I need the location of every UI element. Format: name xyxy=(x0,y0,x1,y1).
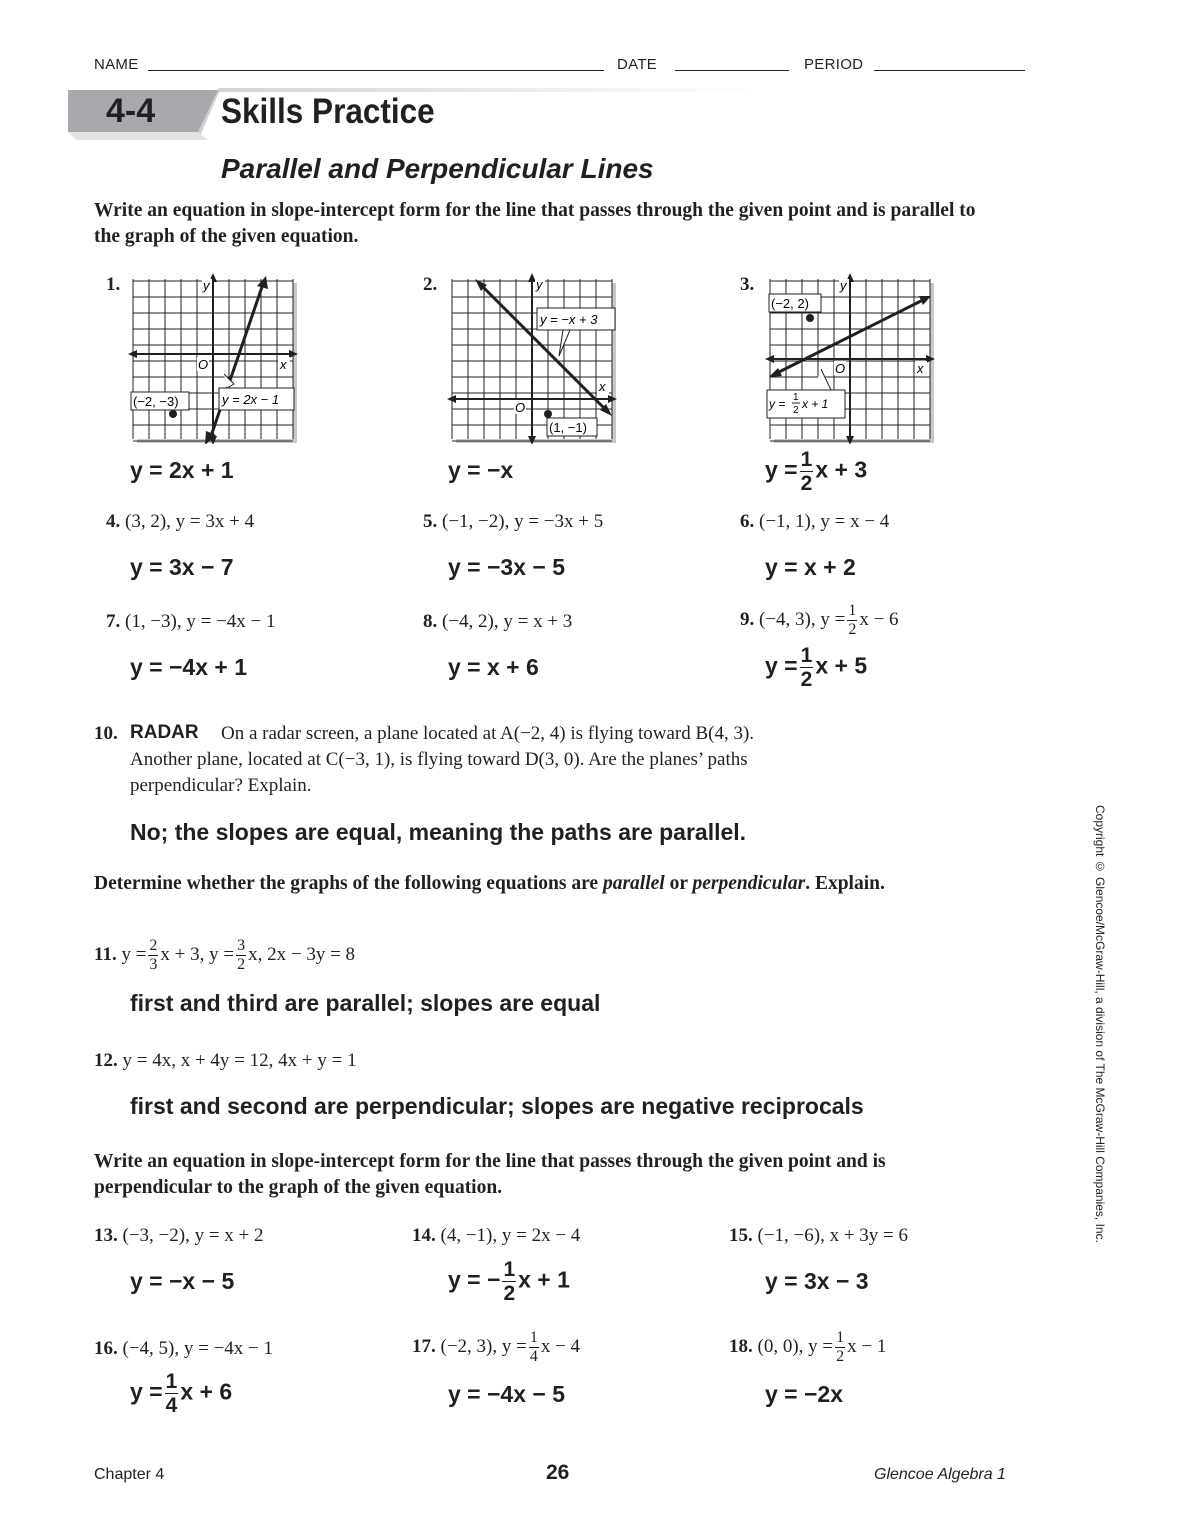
problem-11-f1-num: 2 xyxy=(149,937,158,954)
problem-9-question-post: x − 6 xyxy=(859,608,899,630)
problem-9-question-num: 1 xyxy=(848,602,857,619)
graph-3 xyxy=(761,272,941,444)
problem-18-answer: y = −2x xyxy=(765,1381,844,1407)
graph-3-line-label-den: 2 xyxy=(793,405,799,416)
problem-11 xyxy=(94,938,355,973)
section2-word-perpendicular: perpendicular xyxy=(692,873,806,894)
problem-4-question: (3, 2), y = 3x + 4 xyxy=(125,511,255,532)
graph-2 xyxy=(443,272,623,444)
problem-15-number: 15. xyxy=(729,1225,753,1246)
problem-17 xyxy=(412,1330,580,1365)
graph-3-line-label-num: 1 xyxy=(793,392,799,403)
problem-15-question: (−1, −6), x + 3y = 6 xyxy=(757,1225,909,1246)
problem-17-answer: y = −4x − 5 xyxy=(448,1381,566,1407)
name-field-line[interactable] xyxy=(148,70,604,71)
problem-12-question: y = 4x, x + 4y = 12, 4x + y = 1 xyxy=(122,1050,357,1071)
problem-12 xyxy=(94,1050,357,1072)
problem-5-number: 5. xyxy=(423,511,438,532)
page-subtitle: Parallel and Perpendicular Lines xyxy=(221,153,654,184)
copyright-notice: Copyright © Glencoe/McGraw-Hill, a division of The McGraw-Hill Companies, Inc. xyxy=(1093,805,1107,1243)
problem-17-number: 17. xyxy=(412,1335,436,1357)
graph-2-x-label: x xyxy=(599,379,606,394)
graph-1 xyxy=(124,272,304,444)
answer-16-den: 4 xyxy=(165,1394,178,1417)
problem-11-p2: x + 3, y = xyxy=(160,943,235,965)
footer-chapter: Chapter 4 xyxy=(94,1466,165,1483)
problem-6-number: 6. xyxy=(740,511,755,532)
name-label: NAME xyxy=(94,56,139,73)
problem-9-number: 9. xyxy=(740,608,755,630)
problem-10-line1: On a radar screen, a plane located at A(−2, 4) is flying toward B(4, 3). xyxy=(221,723,755,744)
problem-11-answer: first and third are parallel; slopes are equal xyxy=(130,990,601,1016)
problem-9-question-pre: (−4, 3), y = xyxy=(759,608,846,630)
problem-2-answer: y = −x xyxy=(448,457,514,483)
problem-2-number: 2. xyxy=(423,274,438,295)
section3-instructions: Write an equation in slope-intercept form for the line that passes through the given point and is perpendicular to the graph of the given equation. xyxy=(94,1151,886,1198)
problem-1-answer: y = 2x + 1 xyxy=(130,457,234,483)
problem-3-answer xyxy=(765,449,867,494)
graph-1-point-label: (−2, −3) xyxy=(133,394,179,409)
problem-18-question-pre: (0, 0), y = xyxy=(757,1335,834,1357)
problem-18-number: 18. xyxy=(729,1335,753,1357)
page-number: 26 xyxy=(546,1461,570,1484)
problem-4-number: 4. xyxy=(106,511,121,532)
problem-8 xyxy=(423,611,572,633)
problem-13-number: 13. xyxy=(94,1225,118,1246)
graph-1-origin-label: O xyxy=(198,357,209,372)
problem-9-answer xyxy=(765,645,867,690)
problem-10-number: 10. xyxy=(94,723,118,744)
graph-1-line-label: y = 2x − 1 xyxy=(222,392,280,407)
answer-3-pre: y = xyxy=(765,456,798,483)
section1-instructions: Write an equation in slope-intercept form for the line that passes through the given point and is parallel to the graph of the given equation. xyxy=(94,200,976,247)
problem-7-number: 7. xyxy=(106,611,121,632)
answer-14-den: 2 xyxy=(503,1282,516,1305)
answer-9-num: 1 xyxy=(800,644,813,667)
graph-2-line-label: y = −x + 3 xyxy=(540,312,598,327)
graph-3-y-label: y xyxy=(840,278,847,293)
problem-11-number: 11. xyxy=(94,943,117,965)
problem-16-answer xyxy=(130,1371,232,1416)
problem-4-answer: y = 3x − 7 xyxy=(130,554,234,580)
problem-11-p1: y = xyxy=(121,943,147,965)
problem-18 xyxy=(729,1330,886,1365)
answer-9-den: 2 xyxy=(800,668,813,691)
problem-12-number: 12. xyxy=(94,1050,118,1071)
problem-12-answer: first and second are perpendicular; slopes are negative reciprocals xyxy=(130,1093,864,1119)
problem-8-question: (−4, 2), y = x + 3 xyxy=(442,611,573,632)
section2-instructions-post: . Explain. xyxy=(805,873,885,894)
answer-14-num: 1 xyxy=(503,1258,516,1281)
problem-16 xyxy=(94,1338,273,1360)
graph-3-line-label-pre: y = xyxy=(769,397,786,411)
problem-13-answer: y = −x − 5 xyxy=(130,1268,235,1294)
answer-3-den: 2 xyxy=(800,472,813,495)
period-field-line[interactable] xyxy=(874,70,1025,71)
answer-16-num: 1 xyxy=(165,1370,178,1393)
problem-7-question: (1, −3), y = −4x − 1 xyxy=(125,611,276,632)
graph-3-point xyxy=(806,314,814,322)
problem-5-question: (−1, −2), y = −3x + 5 xyxy=(442,511,604,532)
graph-2-y-label: y xyxy=(536,277,543,292)
problem-11-f2-num: 3 xyxy=(237,937,246,954)
answer-9-pre: y = xyxy=(765,652,798,679)
answer-16-pre: y = xyxy=(130,1378,163,1405)
problem-10-label: RADAR xyxy=(130,722,199,743)
problem-10-answer: No; the slopes are equal, meaning the paths are parallel. xyxy=(130,819,747,845)
problem-17-question-den: 4 xyxy=(529,1348,538,1365)
graph-3-point-label: (−2, 2) xyxy=(771,296,809,311)
problem-14 xyxy=(412,1225,580,1247)
graph-1-point xyxy=(169,410,177,418)
graph-2-point-label: (1, −1) xyxy=(549,420,587,435)
problem-18-question-post: x − 1 xyxy=(847,1335,887,1357)
lesson-number: 4-4 xyxy=(106,92,156,130)
problem-14-answer xyxy=(448,1259,570,1304)
problem-13-question: (−3, −2), y = x + 2 xyxy=(122,1225,264,1246)
problem-9 xyxy=(740,603,899,638)
problem-1-number: 1. xyxy=(106,274,121,295)
date-field-line[interactable] xyxy=(675,70,789,71)
problem-15-answer: y = 3x − 3 xyxy=(765,1268,869,1294)
answer-14-pre: y = − xyxy=(448,1266,501,1293)
section2-instructions xyxy=(94,871,994,897)
answer-3-num: 1 xyxy=(800,448,813,471)
graph-1-x-label: x xyxy=(280,357,287,372)
section2-word-parallel: parallel xyxy=(602,873,665,894)
problem-18-question-num: 1 xyxy=(836,1329,845,1346)
problem-6-answer: y = x + 2 xyxy=(765,554,856,580)
graph-3-x-label: x xyxy=(917,361,924,376)
problem-18-question-den: 2 xyxy=(836,1348,845,1365)
problem-9-question-den: 2 xyxy=(848,621,857,638)
problem-10-line3: perpendicular? Explain. xyxy=(130,775,312,796)
date-label: DATE xyxy=(617,56,658,73)
problem-17-question-pre: (−2, 3), y = xyxy=(440,1335,527,1357)
answer-16-post: x + 6 xyxy=(180,1378,233,1405)
graph-2-origin-label: O xyxy=(515,400,526,415)
answer-14-post: x + 1 xyxy=(518,1266,570,1293)
problem-8-number: 8. xyxy=(423,611,438,632)
problem-5 xyxy=(423,511,603,533)
answer-3-post: x + 3 xyxy=(815,456,868,483)
problem-11-f1-den: 3 xyxy=(149,956,158,973)
problem-15 xyxy=(729,1225,908,1247)
problem-7-answer: y = −4x + 1 xyxy=(130,654,248,680)
problem-17-question-num: 1 xyxy=(529,1329,538,1346)
section2-instructions-pre: Determine whether the graphs of the following equations are xyxy=(94,873,599,894)
problem-16-number: 16. xyxy=(94,1338,118,1359)
problem-6 xyxy=(740,511,889,533)
graph-2-point xyxy=(544,410,552,418)
problem-7 xyxy=(106,611,276,633)
graph-3-origin-label: O xyxy=(835,361,846,376)
problem-5-answer: y = −3x − 5 xyxy=(448,554,566,580)
problem-17-question-post: x − 4 xyxy=(540,1335,581,1357)
problem-8-answer: y = x + 6 xyxy=(448,654,539,680)
problem-4 xyxy=(106,511,254,533)
section2-word-or: or xyxy=(669,873,688,894)
problem-16-question: (−4, 5), y = −4x − 1 xyxy=(122,1338,274,1359)
problem-11-f2-den: 2 xyxy=(237,956,246,973)
problem-6-question: (−1, 1), y = x − 4 xyxy=(759,511,890,532)
problem-13 xyxy=(94,1225,264,1247)
problem-10-line2: Another plane, located at C(−3, 1), is flying toward D(3, 0). Are the planes’ paths xyxy=(130,749,748,770)
problem-14-number: 14. xyxy=(412,1225,436,1246)
problem-3-number: 3. xyxy=(740,274,755,295)
answer-9-post: x + 5 xyxy=(815,652,868,679)
problem-14-question: (4, −1), y = 2x − 4 xyxy=(440,1225,581,1246)
graph-1-y-label: y xyxy=(203,278,210,293)
period-label: PERIOD xyxy=(804,56,864,73)
graph-3-line-label-post: x + 1 xyxy=(802,397,829,411)
page-title: Skills Practice xyxy=(221,92,435,131)
problem-11-p3: x, 2x − 3y = 8 xyxy=(248,943,356,965)
footer-book: Glencoe Algebra 1 xyxy=(874,1466,1006,1483)
